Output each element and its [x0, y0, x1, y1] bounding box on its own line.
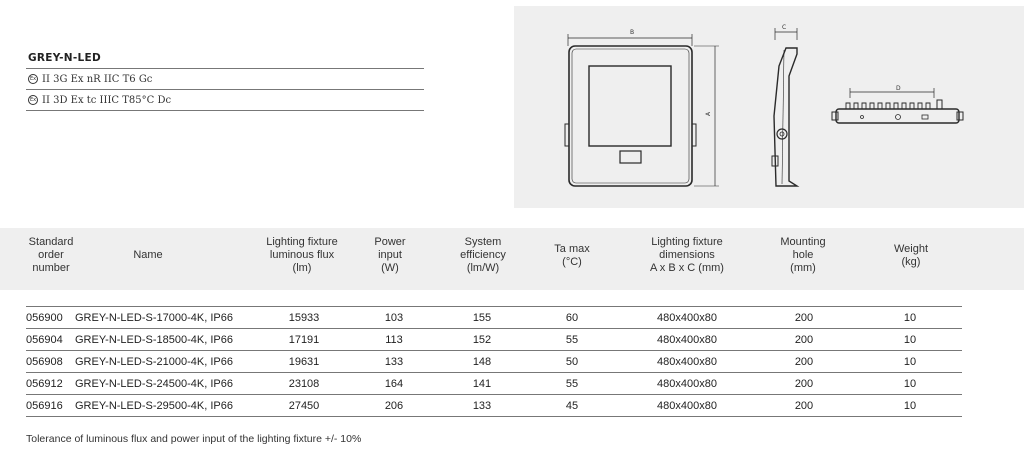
cell-mounting-hole: 200: [794, 356, 814, 368]
cell-efficiency: 155: [472, 312, 492, 324]
table-row: [26, 350, 962, 372]
cell-dimensions: 480x400x80: [657, 312, 717, 324]
top-view-drawing: [832, 88, 963, 123]
cell-order-number: 056908: [26, 356, 63, 368]
header-mounting-hole: Mounting hole (mm): [780, 236, 826, 274]
front-view-drawing: [565, 34, 719, 186]
cell-ta-max: 50: [565, 356, 579, 368]
header-order-number: Standard order number: [28, 236, 74, 274]
cell-weight: 10: [903, 356, 917, 368]
cell-power-input: 103: [384, 312, 404, 324]
cell-order-number: 056904: [26, 334, 63, 346]
header-name: Name: [133, 249, 163, 261]
cell-dimensions: 480x400x80: [657, 356, 717, 368]
table-row: [26, 306, 962, 328]
table-body: [26, 306, 962, 417]
cell-power-input: 164: [384, 378, 404, 390]
footnote: Tolerance of luminous flux and power input of the lighting fixture +/- 10%: [26, 433, 362, 445]
table-row: [26, 372, 962, 394]
cell-mounting-hole: 200: [794, 334, 814, 346]
cell-power-input: 206: [384, 400, 404, 412]
cell-power-input: 113: [385, 334, 403, 346]
cell-name: GREY-N-LED-S-17000-4K, IP66: [75, 312, 233, 324]
table-row: [26, 394, 962, 417]
cell-weight: 10: [903, 334, 917, 346]
cell-weight: 10: [903, 312, 917, 324]
cell-mounting-hole: 200: [794, 312, 814, 324]
cell-efficiency: 133: [472, 400, 492, 412]
cell-dimensions: 480x400x80: [657, 400, 717, 412]
cell-name: GREY-N-LED-S-21000-4K, IP66: [75, 356, 233, 368]
header-power-input: Power input (W): [374, 236, 406, 274]
cell-dimensions: 480x400x80: [657, 334, 717, 346]
cell-mounting-hole: 200: [794, 378, 814, 390]
product-title: GREY-N-LED: [26, 49, 424, 69]
certification-text: II 3G Ex nR IIC T6 Gc: [42, 73, 153, 85]
cell-weight: 10: [903, 378, 917, 390]
cell-luminous-flux: 27450: [288, 400, 320, 412]
dimension-label-c: C: [782, 24, 787, 31]
cell-name: GREY-N-LED-S-29500-4K, IP66: [75, 400, 233, 412]
side-view-drawing: [772, 28, 797, 186]
certification-row: [26, 90, 424, 111]
header-dimensions: Lighting fixture dimensions A x B x C (mm): [650, 236, 724, 274]
technical-drawing: [514, 6, 1024, 208]
table-header: [0, 228, 1024, 290]
cell-ta-max: 45: [565, 400, 579, 412]
cell-name: GREY-N-LED-S-18500-4K, IP66: [75, 334, 233, 346]
cell-mounting-hole: 200: [794, 400, 814, 412]
dimension-label-a: A: [705, 111, 712, 116]
cell-luminous-flux: 17191: [288, 334, 320, 346]
header-weight: Weight (kg): [893, 243, 929, 268]
technical-drawing-panel: [514, 6, 1024, 208]
dimension-label-b: B: [630, 29, 635, 36]
cell-order-number: 056916: [26, 400, 63, 412]
cell-order-number: 056900: [26, 312, 63, 324]
cell-ta-max: 55: [565, 334, 579, 346]
cell-efficiency: 148: [472, 356, 492, 368]
cell-weight: 10: [903, 400, 917, 412]
header-luminous-flux: Lighting fixture luminous flux (lm): [266, 236, 338, 274]
cell-order-number: 056912: [26, 378, 63, 390]
header-ta-max: Ta max (°C): [554, 243, 590, 268]
cell-luminous-flux: 23108: [288, 378, 320, 390]
cell-luminous-flux: 15933: [288, 312, 320, 324]
table-row: [26, 328, 962, 350]
ex-mark-icon: Ex: [29, 97, 37, 103]
cell-efficiency: 141: [472, 378, 492, 390]
cell-luminous-flux: 19631: [288, 356, 320, 368]
ex-mark-icon: Ex: [29, 76, 37, 82]
dimension-label-d: D: [896, 85, 901, 92]
cell-ta-max: 60: [565, 312, 579, 324]
cell-dimensions: 480x400x80: [657, 378, 717, 390]
cell-efficiency: 152: [472, 334, 492, 346]
product-info: [26, 49, 424, 111]
header-system-efficiency: System efficiency (lm/W): [460, 236, 506, 274]
certification-row: [26, 69, 424, 90]
cell-name: GREY-N-LED-S-24500-4K, IP66: [75, 378, 233, 390]
cell-ta-max: 55: [565, 378, 579, 390]
certification-text: II 3D Ex tc IIIC T85°C Dc: [42, 94, 172, 106]
cell-power-input: 133: [384, 356, 404, 368]
